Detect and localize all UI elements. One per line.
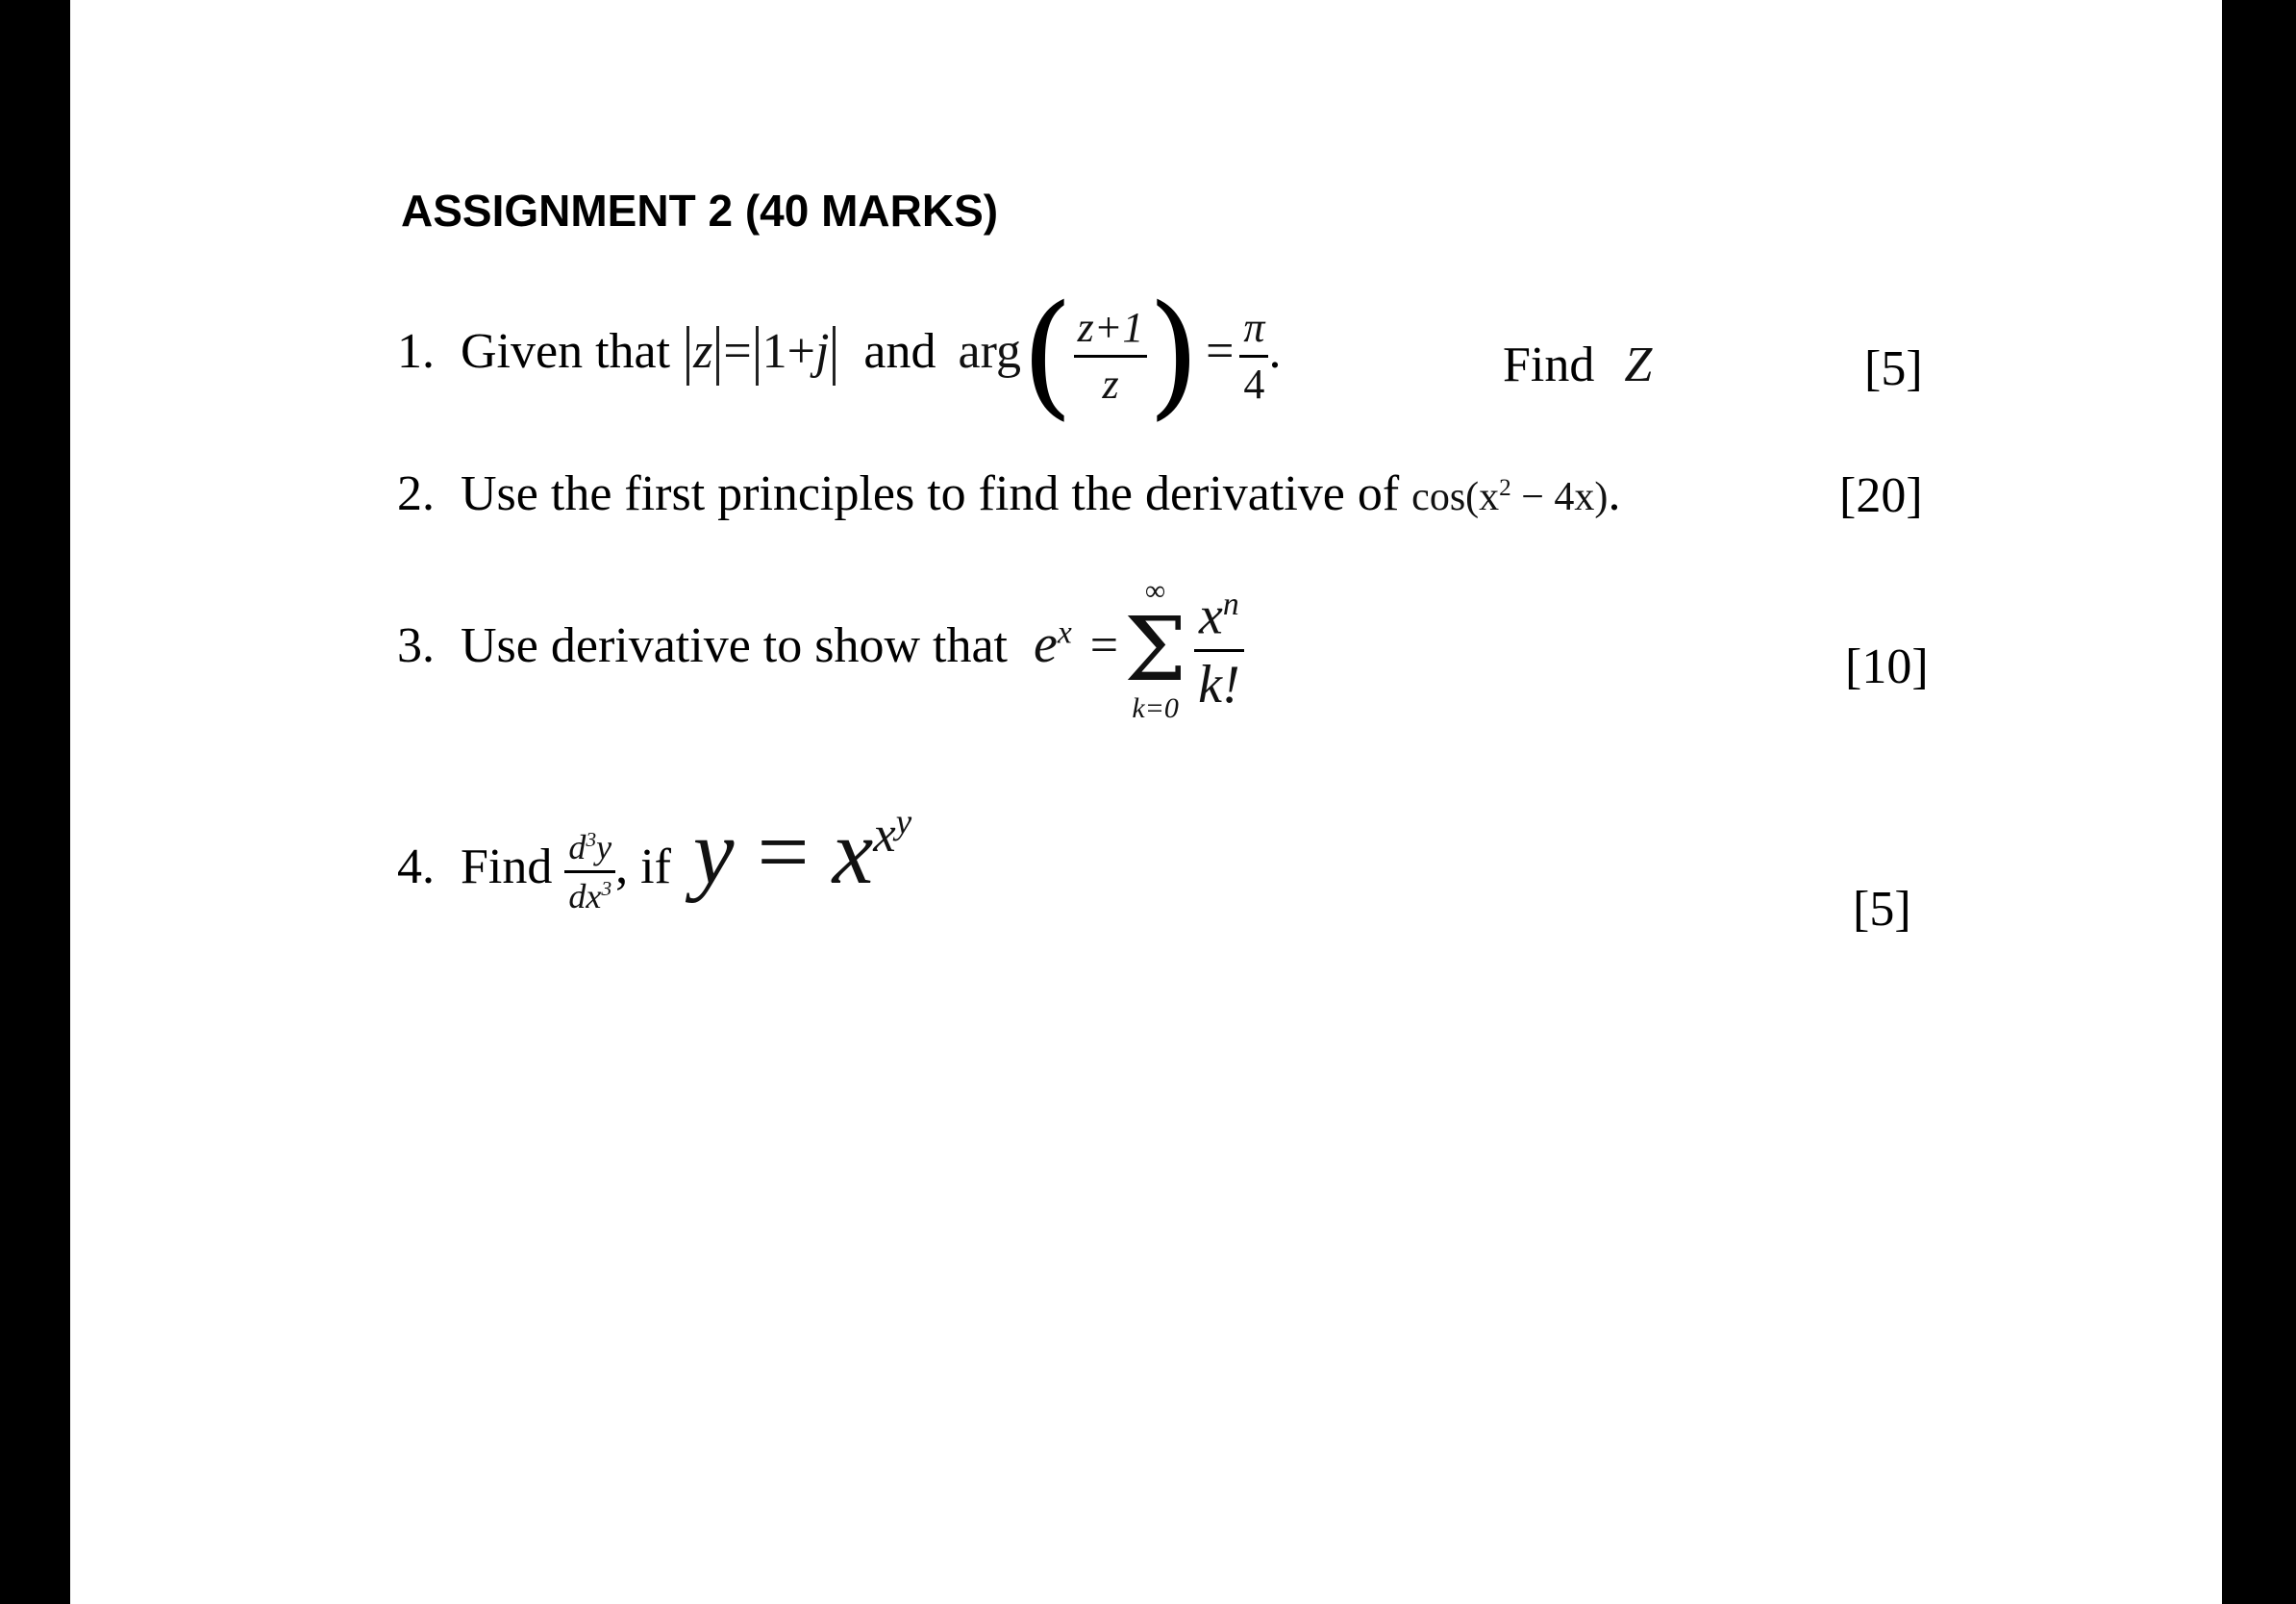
math-y: y xyxy=(596,827,612,866)
fraction-denominator: z xyxy=(1102,360,1119,408)
math-equals: = xyxy=(1089,617,1119,673)
math-superscript: 2 xyxy=(1499,475,1511,501)
sigma-symbol: Σ xyxy=(1124,598,1187,701)
math-superscript: 3 xyxy=(601,876,612,900)
math-superscript xyxy=(873,801,912,863)
question-number: 2. xyxy=(397,466,435,521)
marks-q2: [20] xyxy=(1839,468,1923,523)
assignment-title: ASSIGNMENT 2 (40 MARKS) xyxy=(401,186,999,236)
abs-bar xyxy=(833,326,836,386)
math-e-power-x xyxy=(1034,614,1072,674)
question-number: 3. xyxy=(397,617,435,673)
right-paren: ) xyxy=(1147,277,1201,434)
question-number: 1. xyxy=(397,323,435,379)
fraction-denominator xyxy=(564,873,615,914)
abs-bar xyxy=(686,326,689,386)
fraction-numerator: π xyxy=(1239,307,1268,358)
abs-bar xyxy=(756,326,759,386)
question-text: Use the first principles to find the derivative of xyxy=(461,466,1400,521)
math-equals: = xyxy=(723,323,752,379)
question-1 xyxy=(397,277,1282,434)
math-arg: arg xyxy=(958,323,1021,379)
question-1-find xyxy=(1503,337,1652,393)
marks-q3: [10] xyxy=(1845,639,1929,694)
math-x: x xyxy=(873,807,896,863)
math-z: z xyxy=(693,323,713,379)
marks-q4: [5] xyxy=(1853,882,1911,937)
fraction-z-plus-1-over-z xyxy=(1074,303,1148,408)
fraction-d3y-dx3 xyxy=(564,827,615,915)
math-y: y xyxy=(692,800,735,903)
math-d: d xyxy=(568,827,586,866)
period: . xyxy=(1608,466,1621,521)
question-text: Find xyxy=(461,840,553,894)
math-x: x xyxy=(832,800,874,903)
question-3 xyxy=(397,577,1244,723)
question-2 xyxy=(397,465,1620,522)
and-word: and xyxy=(863,323,936,379)
fraction-xn-over-kfact xyxy=(1194,586,1244,714)
fraction-denominator: k! xyxy=(1198,654,1240,714)
fraction-denominator: 4 xyxy=(1243,360,1265,408)
sum-lower-limit: k=0 xyxy=(1132,692,1179,724)
fraction-numerator: z+1 xyxy=(1074,307,1148,358)
math-superscript: 3 xyxy=(586,827,597,851)
math-cos-expression xyxy=(1411,475,1608,519)
math-x: x xyxy=(1199,586,1223,646)
math-dx: dx xyxy=(568,876,602,915)
math-superscript: x xyxy=(1057,614,1072,651)
question-4 xyxy=(397,798,911,914)
question-number: 4. xyxy=(397,840,435,894)
math-cos-end: − 4x) xyxy=(1510,475,1609,519)
math-equals: = xyxy=(1206,323,1235,379)
question-text: Given that xyxy=(461,323,671,379)
abs-bar xyxy=(716,326,719,386)
math-cos: cos(x xyxy=(1411,475,1500,519)
fraction-pi-over-4 xyxy=(1239,303,1268,408)
document-page xyxy=(70,0,2222,1604)
math-equals: = xyxy=(734,800,833,903)
marks-q1: [5] xyxy=(1864,341,1923,396)
math-z-capital: Z xyxy=(1624,338,1653,392)
fraction-numerator xyxy=(1194,586,1244,652)
summation xyxy=(1124,577,1186,723)
math-e: e xyxy=(1033,614,1058,674)
math-one-plus: 1+ xyxy=(761,323,815,379)
if-word: , if xyxy=(615,840,671,894)
period: . xyxy=(1268,323,1282,379)
fraction-numerator xyxy=(564,827,615,873)
math-superscript: n xyxy=(1222,587,1239,623)
find-word: Find xyxy=(1503,338,1595,392)
left-paren: ( xyxy=(1020,277,1074,434)
question-text: Use derivative to show that xyxy=(461,617,1008,673)
sum-upper-limit: ∞ xyxy=(1144,575,1166,607)
math-y-equals-x-tower xyxy=(693,800,911,903)
math-j: j xyxy=(814,323,830,379)
math-superscript: y xyxy=(895,801,912,841)
